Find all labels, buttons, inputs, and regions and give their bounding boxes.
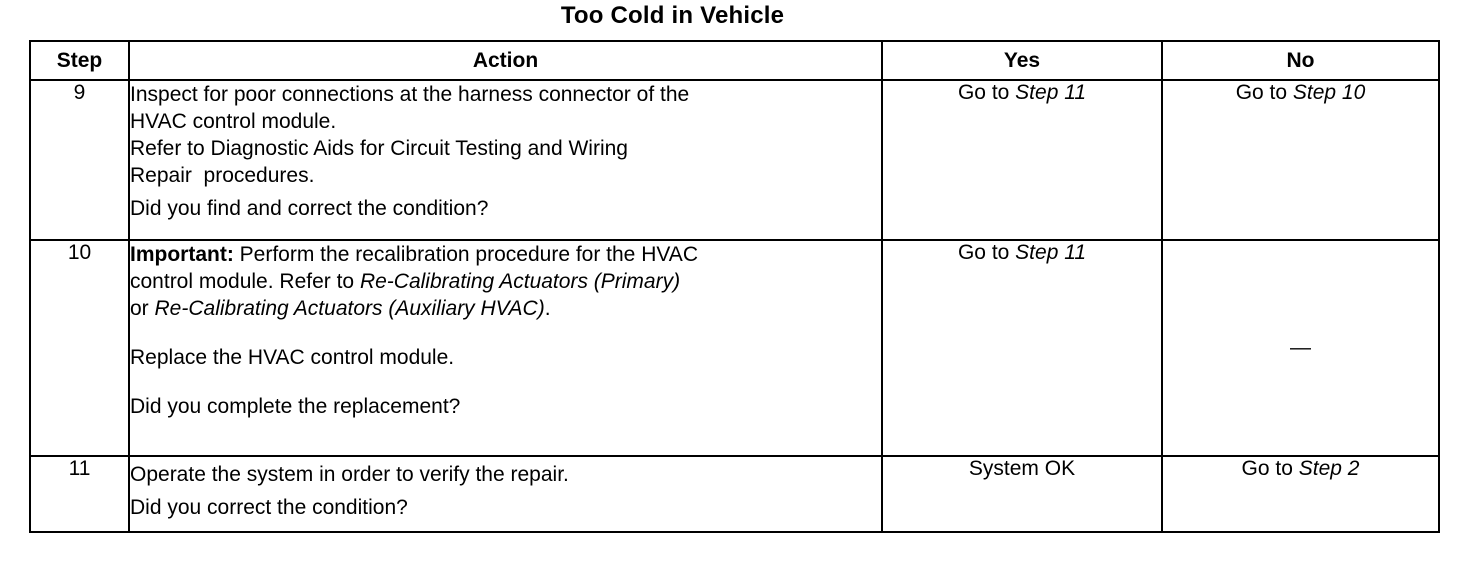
page-title: Too Cold in Vehicle [560, 2, 785, 29]
reference-link-auxiliary[interactable]: Re-Calibrating Actuators (Auxiliary HVAC) [154, 297, 545, 320]
important-note-cont [130, 295, 881, 322]
important-text: Perform the recalibration procedure for the HVAC [233, 243, 698, 266]
action-text: Inspect for poor connections at the harness connector of the [130, 83, 690, 106]
no-result [1162, 80, 1439, 240]
yes-result [882, 240, 1162, 456]
table-row-step-11 [30, 456, 1439, 532]
no-result [1162, 456, 1439, 532]
action-text: Replace the HVAC control module. [130, 346, 455, 369]
column-header-yes: Yes [882, 41, 1162, 80]
step-number: 10 [30, 240, 129, 456]
action-question: Did you complete the replacement? [130, 395, 461, 418]
action-text: HVAC control module. [130, 110, 337, 133]
action-text: Refer to Diagnostic Aids for Circuit Testing and Wiring [130, 137, 628, 160]
action-question: Did you find and correct the condition? [130, 197, 489, 220]
table-row-step-9 [30, 80, 1439, 240]
column-header-action: Action [129, 41, 882, 80]
reference-link-primary[interactable]: Re-Calibrating Actuators (Primary) [359, 270, 681, 293]
action-text: Repair procedures. [130, 164, 315, 187]
yes-step-link[interactable]: Step 11 [1015, 81, 1087, 104]
or-text: or [130, 297, 155, 320]
action-text: Operate the system in order to verify the repair. [130, 463, 569, 486]
column-header-step: Step [30, 41, 129, 80]
yes-step-link[interactable]: Step 11 [1015, 241, 1087, 264]
important-text: control module. Refer to [130, 270, 360, 293]
step-number: 9 [30, 80, 129, 240]
important-note-cont [130, 268, 881, 295]
no-result: — [1162, 240, 1439, 456]
action-cell [129, 456, 882, 532]
no-prefix: Go to [1241, 457, 1299, 480]
action-question: Did you correct the condition? [130, 496, 408, 519]
no-prefix: Go to [1235, 81, 1293, 104]
yes-prefix: Go to [957, 81, 1016, 104]
important-note [130, 241, 881, 268]
period-text: . [544, 297, 551, 320]
yes-result: System OK [882, 456, 1162, 532]
no-step-link[interactable]: Step 10 [1292, 81, 1366, 104]
important-label: Important: [130, 243, 234, 266]
yes-result [882, 80, 1162, 240]
action-cell [129, 80, 882, 240]
column-header-no: No [1162, 41, 1439, 80]
yes-prefix: Go to [957, 241, 1016, 264]
step-number: 11 [30, 456, 129, 532]
table-header-row [30, 41, 1439, 80]
diagnostic-table [29, 40, 1440, 533]
action-cell [129, 240, 882, 456]
no-step-link[interactable]: Step 2 [1298, 457, 1360, 480]
table-row-step-10 [30, 240, 1439, 456]
